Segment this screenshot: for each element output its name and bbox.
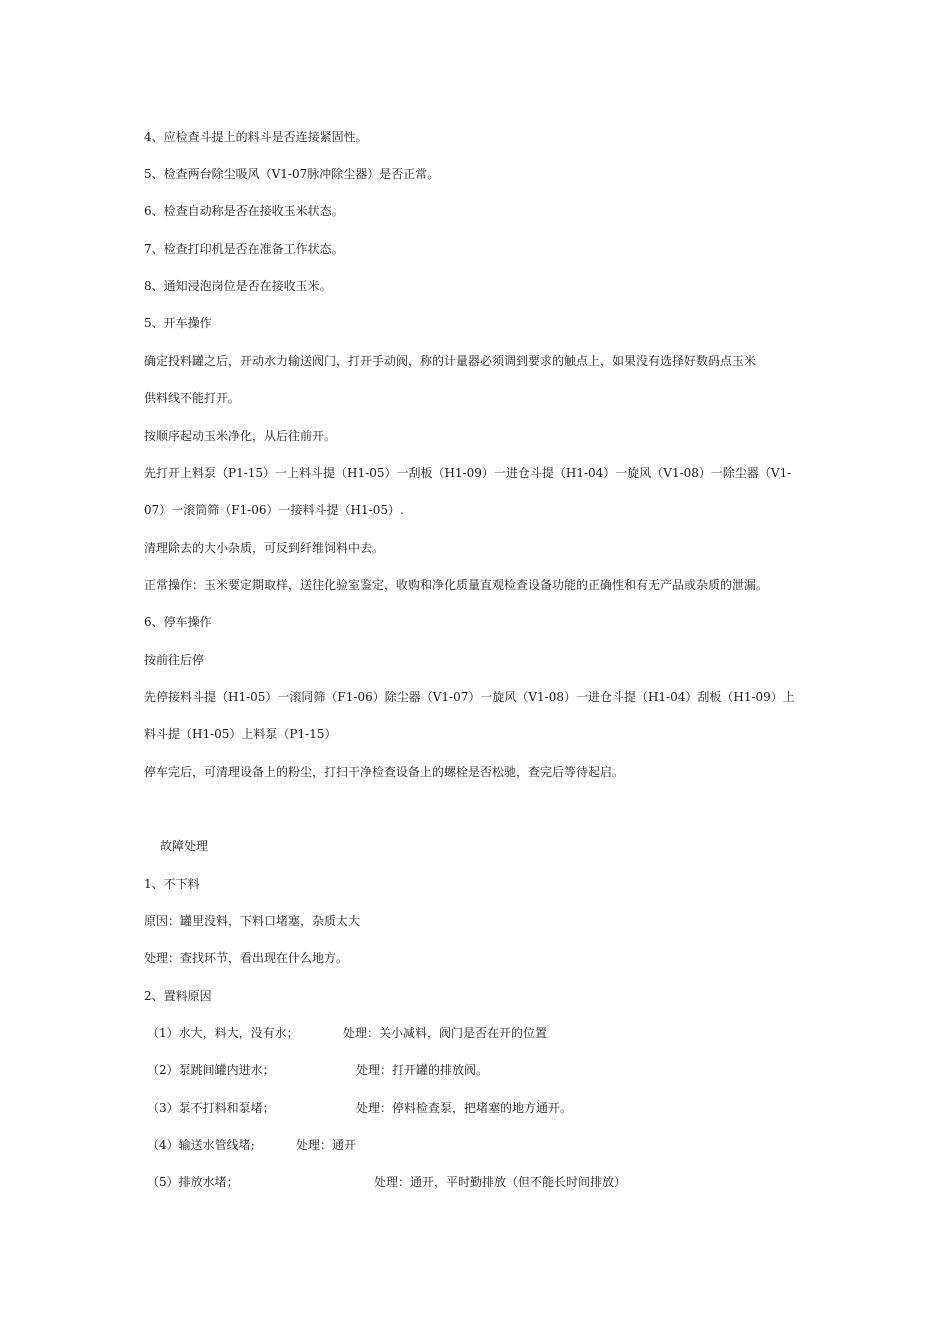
text-line: 按顺序起动玉米净化，从后往前开。	[144, 429, 337, 443]
text-line: 正常操作：玉米要定期取样，送往化验室鉴定，收购和净化质量直观检查设备功能的正确性和有无产品或杂质的泄漏。	[144, 578, 769, 592]
text-line: 确定投料罐之后，开动水力输送阀门，打开手动阀，称的计量器必须调到要求的触点上，如果没有选择好数码点玉米	[144, 354, 757, 368]
text-line: 料斗提（H1-05）上料泵（P1-15）	[144, 727, 337, 741]
text-line: 07）一滚筒筛（F1-06）一接料斗提（H1-05）.	[144, 503, 404, 517]
text-line: 1、不下料	[144, 877, 200, 891]
text-line: 停车完后，可清理设备上的粉尘，打扫干净检查设备上的螺栓是否松驰，查完后等待起启。	[144, 765, 625, 779]
fault-handling: 处理：通开	[296, 1138, 357, 1152]
text-line: 处理：查找环节，看出现在什么地方。	[144, 951, 349, 965]
text-line: 8、通知浸泡岗位是否在接收玉米。	[144, 279, 332, 293]
section-heading: 6、停车操作	[144, 615, 212, 629]
text-line: 先打开上料泵（P1-15）一上料斗提（H1-05）一刮板（H1-09）一进仓斗提（H1-04）一旋风（V1-08）一除尘器（V1-	[144, 466, 792, 480]
text-line: 先停接料斗提（H1-05）一滚同筛（F1-06）除尘器（V1-07）一旋风（V1-08）一进仓斗提（H1-04）刮板（H1-09）上	[144, 690, 795, 704]
text-line: 按前往后停	[144, 653, 205, 667]
text-line: 清理除去的大小杂质，可反到纤维饲料中去。	[144, 541, 385, 555]
fault-handling: 处理：关小减料，阀门是否在开的位置	[343, 1026, 548, 1040]
fault-cause: （1）水大，料大，没有水；	[147, 1026, 299, 1040]
text-line: 6、检查自动称是否在接收玉米状态。	[144, 204, 344, 218]
fault-handling: 处理：停料检查泵，把堵塞的地方通开。	[356, 1101, 573, 1115]
text-line: 原因：罐里没料，下料口堵塞，杂质太大	[144, 914, 361, 928]
fault-cause: （2）泵跳间罐内进水；	[147, 1063, 275, 1077]
fault-cause: （3）泵不打料和泵堵；	[147, 1101, 275, 1115]
text-line: 5、检查两台除尘吸风（V1-07脉冲除尘器）是否正常。	[144, 167, 440, 181]
text-line: 供料线不能打开。	[144, 391, 241, 405]
fault-handling: 处理：通开，平时勤排放（但不能长时间排放）	[374, 1175, 627, 1189]
text-line: 2、置料原因	[144, 989, 212, 1003]
section-heading: 5、开车操作	[144, 316, 212, 330]
fault-cause: （4）输送水管线堵;	[147, 1138, 255, 1152]
fault-handling: 处理：打开罐的排放阀。	[356, 1063, 489, 1077]
text-line: 4、应检查斗提上的料斗是否连接紧固性。	[144, 130, 368, 144]
text-line: 7、检查打印机是否在准备工作状态。	[144, 242, 344, 256]
fault-cause: （5）排放水堵；	[147, 1175, 239, 1189]
section-heading: 故障处理	[160, 839, 209, 853]
